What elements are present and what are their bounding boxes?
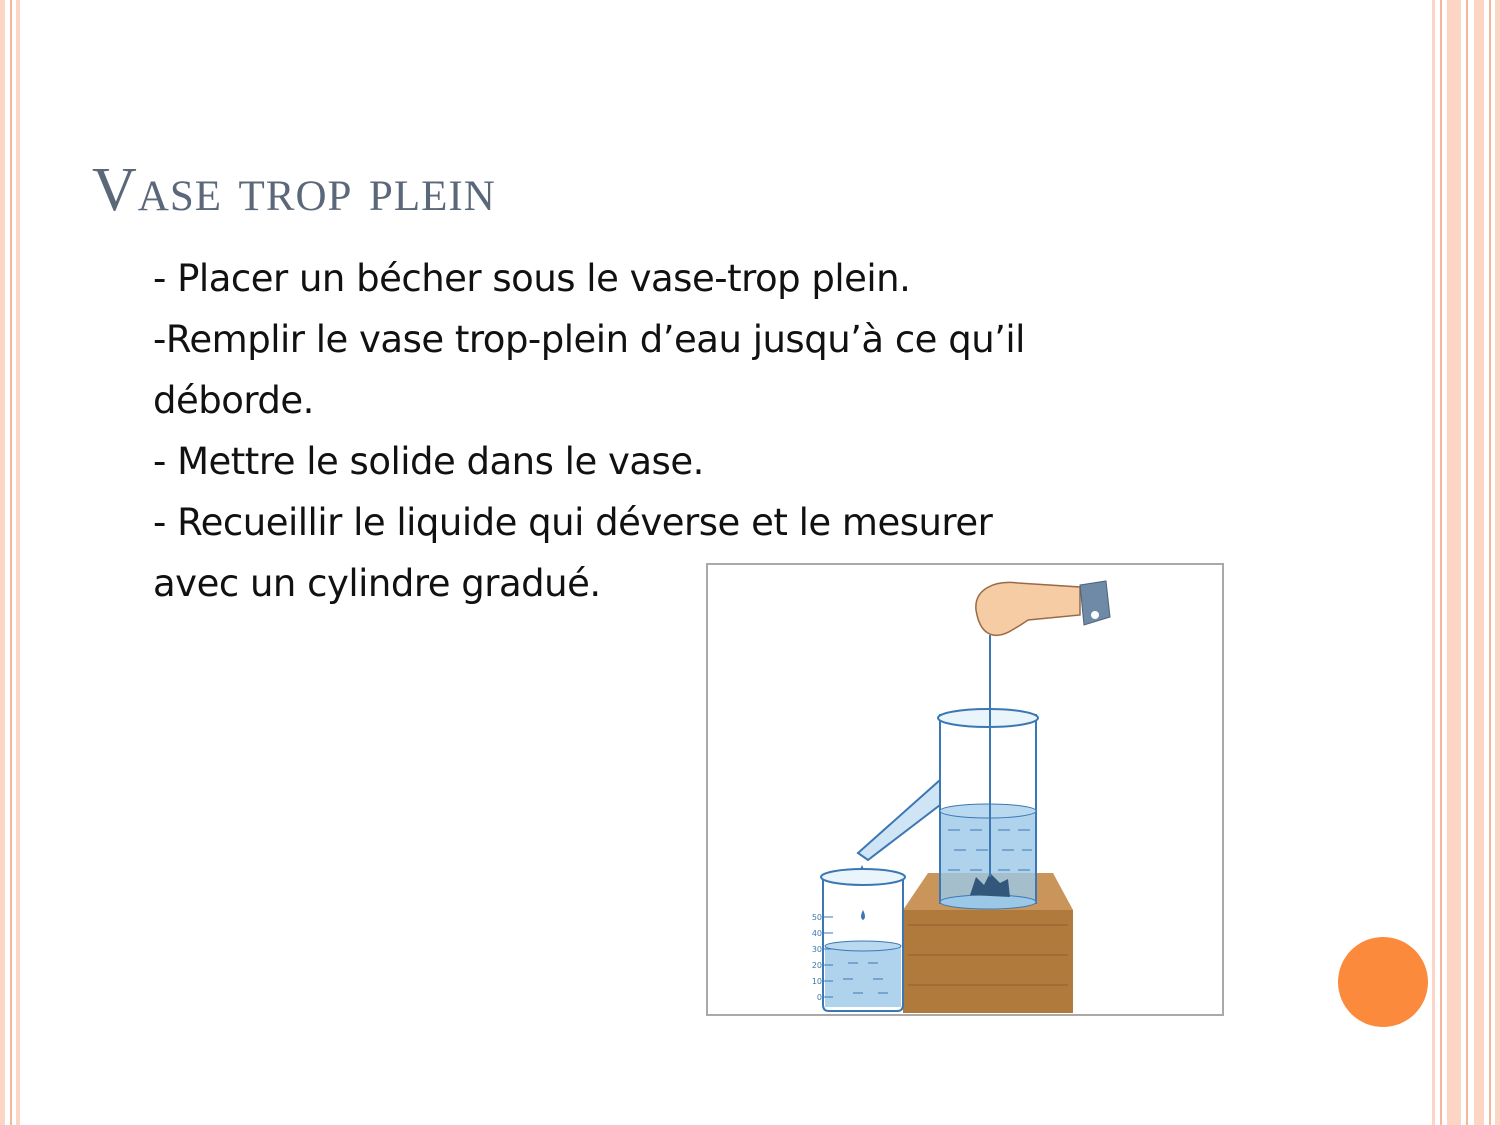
instruction-line: - Recueillir le liquide qui déverse et le mesurer bbox=[153, 501, 993, 544]
scale-label: 10 bbox=[811, 977, 822, 986]
scale-label: 30 bbox=[811, 945, 822, 954]
right-border-stripe bbox=[1489, 0, 1491, 1125]
right-border-stripe bbox=[1495, 0, 1500, 1125]
scale-label: 20 bbox=[811, 961, 822, 970]
slide-title: Vase trop plein bbox=[92, 156, 496, 224]
instruction-line: -Remplir le vase trop-plein d’eau jusqu’à ce qu’il bbox=[153, 318, 1025, 361]
left-border-stripe bbox=[10, 0, 12, 1125]
scale-label: 50 bbox=[811, 913, 822, 922]
right-border-stripe bbox=[1440, 0, 1442, 1125]
left-border-stripe bbox=[16, 0, 20, 1125]
left-border-stripe bbox=[0, 0, 5, 1125]
overflow-vessel-illustration bbox=[708, 565, 1226, 1018]
overflow-vessel-figure bbox=[706, 563, 1224, 1016]
instruction-line: avec un cylindre gradué. bbox=[153, 562, 601, 605]
right-border-stripe bbox=[1474, 0, 1484, 1125]
scale-label: 0 bbox=[816, 993, 822, 1002]
right-border-stripe bbox=[1466, 0, 1468, 1125]
right-border-stripe bbox=[1447, 0, 1461, 1125]
right-border-stripe bbox=[1432, 0, 1435, 1125]
instruction-line: - Mettre le solide dans le vase. bbox=[153, 440, 704, 483]
instruction-line: déborde. bbox=[153, 379, 314, 422]
scale-label: 40 bbox=[811, 929, 822, 938]
slide-body bbox=[153, 248, 1153, 614]
accent-dot bbox=[1338, 937, 1428, 1027]
measuring-beaker bbox=[812, 869, 905, 1011]
instruction-line: - Placer un bécher sous le vase-trop plein. bbox=[153, 257, 911, 300]
